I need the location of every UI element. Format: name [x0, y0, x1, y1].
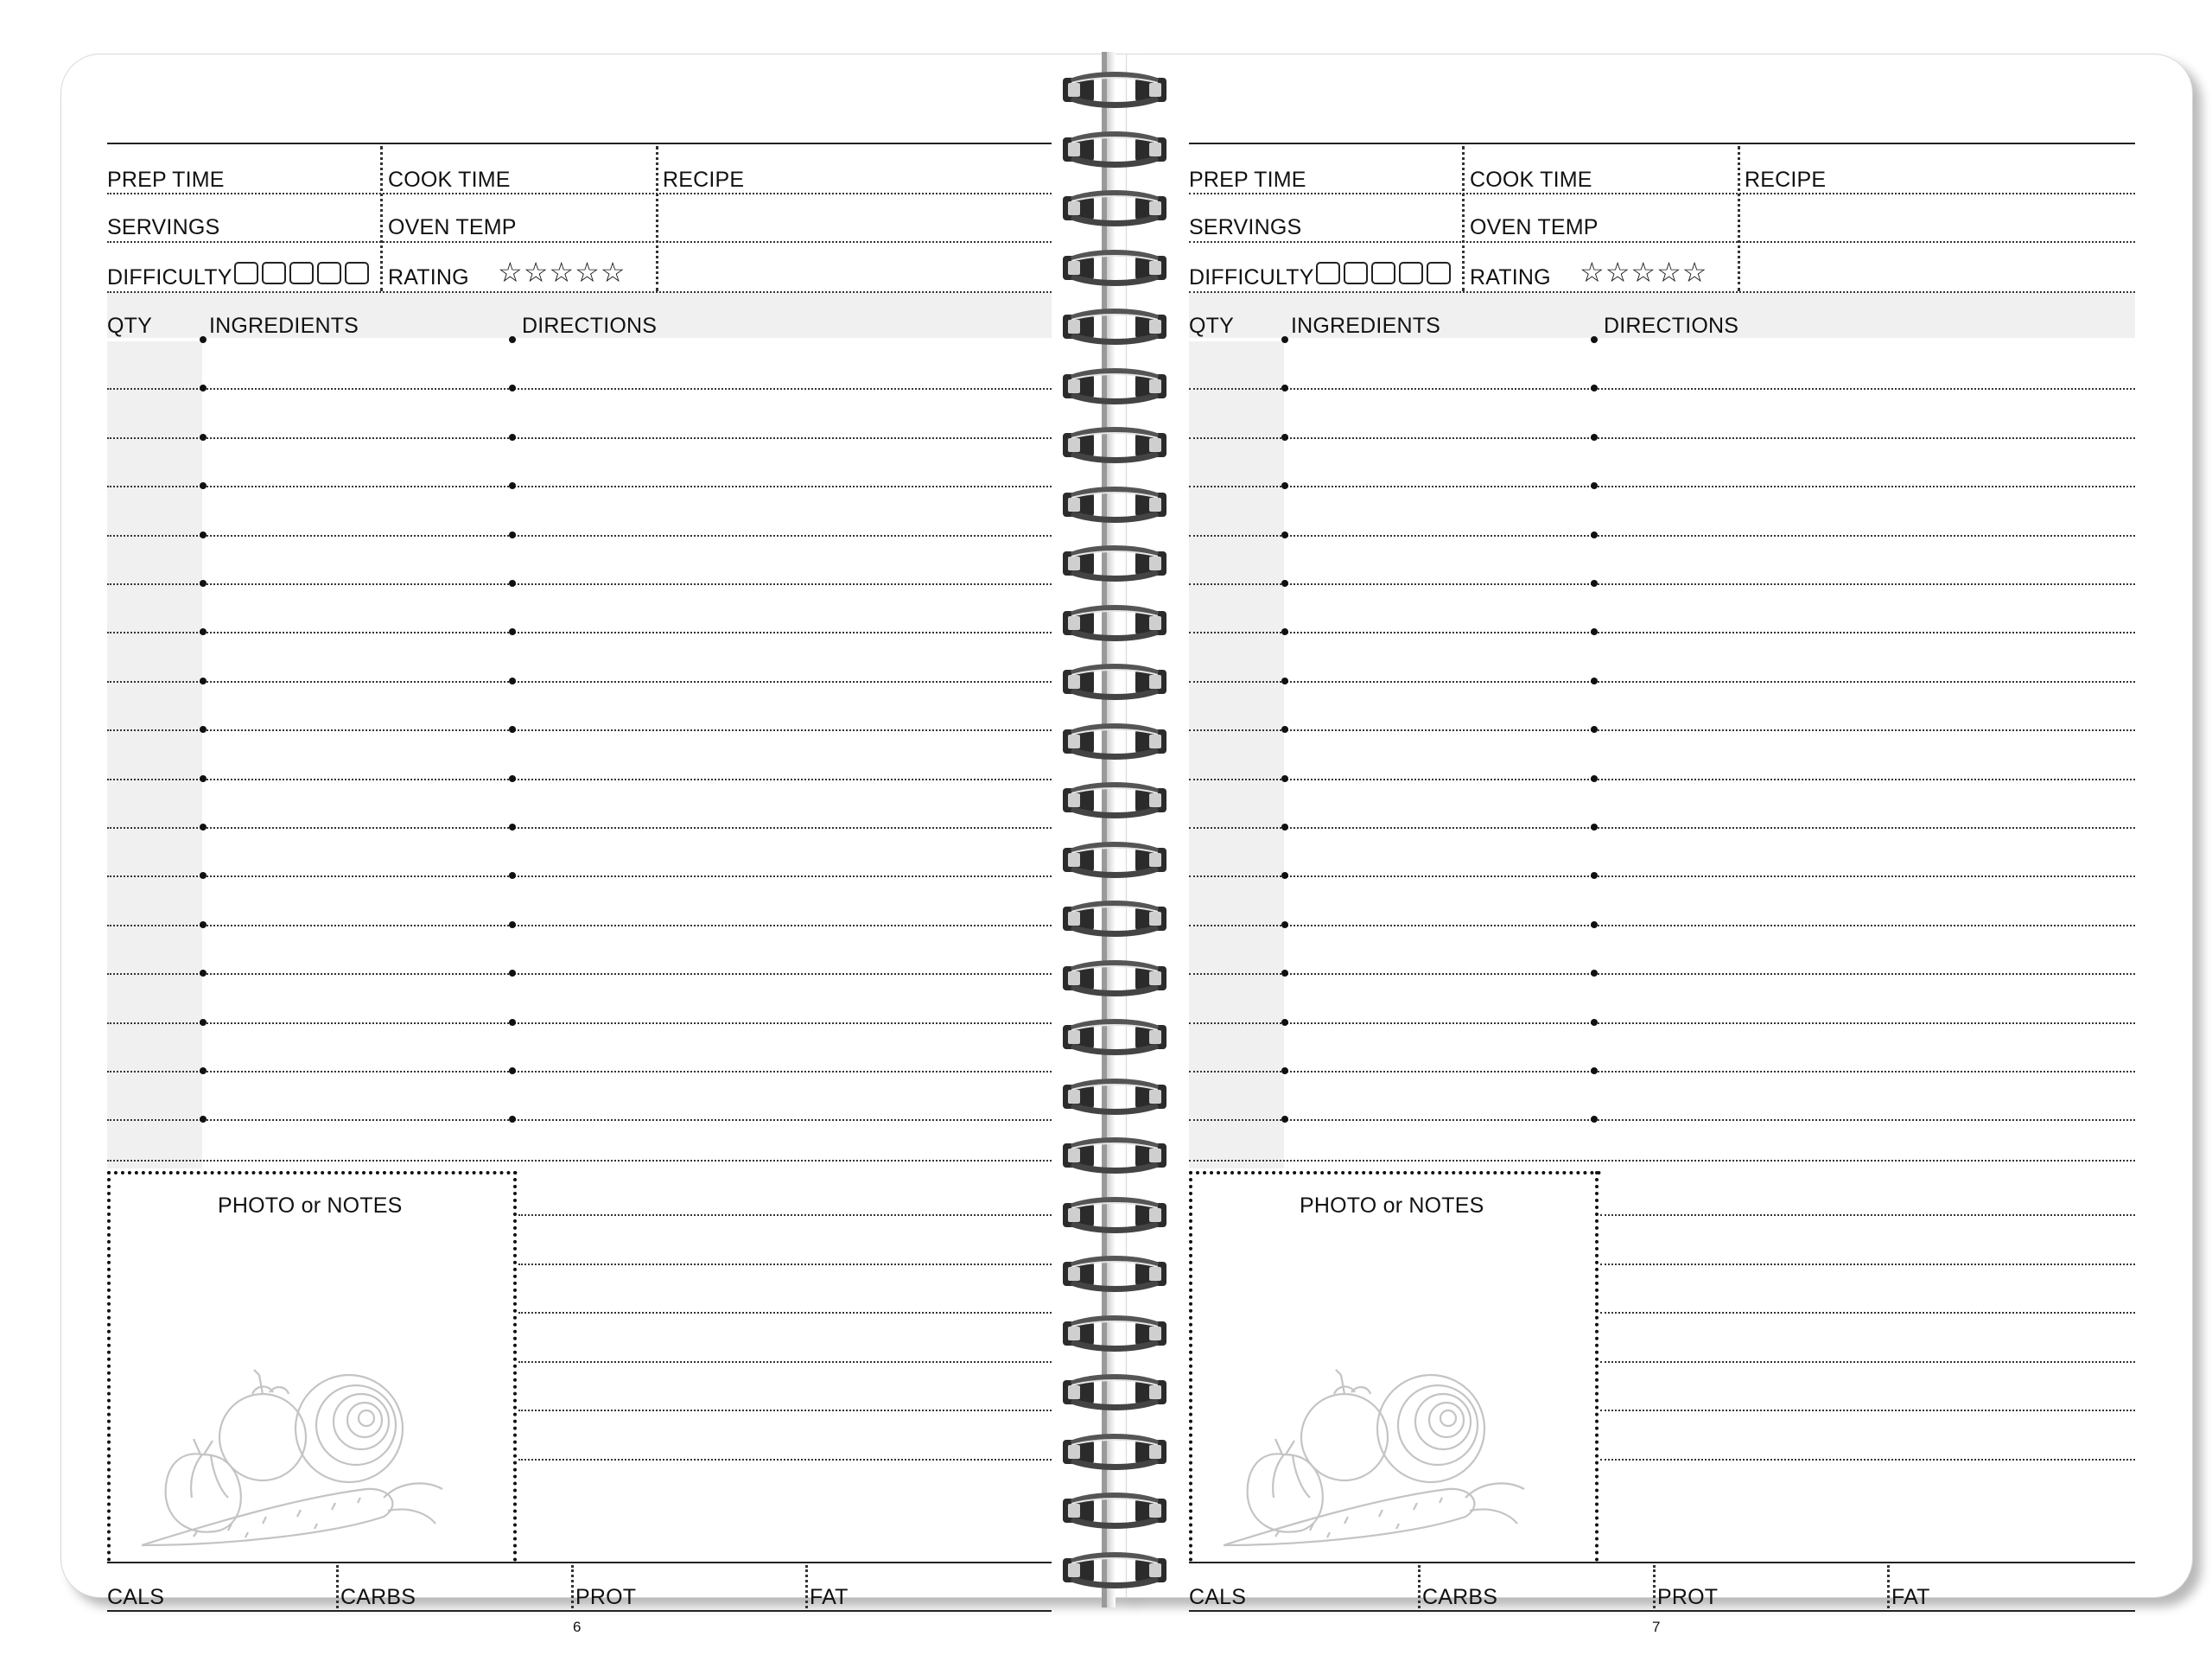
prep-time-label: PREP TIME — [107, 168, 225, 192]
ingredients-label: INGREDIENTS — [209, 314, 359, 338]
row-bullet — [509, 532, 516, 538]
rating-stars[interactable]: ☆☆☆☆☆ — [1580, 256, 1708, 289]
ingredient-row-line[interactable] — [107, 486, 1052, 487]
row-bullet — [1281, 970, 1288, 977]
ingredient-row-line[interactable] — [107, 388, 1052, 390]
left-page — [60, 54, 1128, 1635]
coil-loop — [1061, 486, 1168, 524]
notes-line[interactable] — [1600, 1264, 2135, 1265]
ingredient-row-line[interactable] — [107, 1071, 1052, 1073]
row-bullet — [1591, 434, 1598, 441]
prot-label: PROT — [575, 1585, 637, 1609]
spiral-binding — [1061, 0, 1168, 1655]
qty-label: QTY — [107, 314, 152, 338]
row-bullet — [1281, 824, 1288, 831]
row-bullet — [1591, 678, 1598, 684]
row-bullet — [509, 921, 516, 928]
rating-stars[interactable]: ☆☆☆☆☆ — [498, 256, 626, 289]
row-bullet — [200, 580, 207, 587]
difficulty-box[interactable] — [262, 262, 286, 284]
row-bullet — [200, 434, 207, 441]
row-bullet — [200, 921, 207, 928]
ingredient-row-line[interactable] — [107, 779, 1052, 780]
row-bullet — [1281, 336, 1288, 343]
rating-label: RATING — [1470, 265, 1551, 290]
row-bullet — [1591, 532, 1598, 538]
coil-loop — [1061, 426, 1168, 464]
divider — [1653, 1565, 1656, 1608]
notes-line[interactable] — [1600, 1214, 2135, 1216]
difficulty-box[interactable] — [1427, 262, 1451, 284]
row-bullet — [509, 580, 516, 587]
row-bullet — [200, 385, 207, 391]
photo-box-right — [513, 1171, 517, 1562]
ingredient-row-line[interactable] — [1189, 827, 2135, 829]
ingredient-row-line[interactable] — [107, 729, 1052, 731]
row-bullet — [200, 678, 207, 684]
row-line — [107, 291, 1052, 293]
row-bullet — [200, 824, 207, 831]
row-bullet — [509, 1019, 516, 1026]
ingredient-row-line[interactable] — [1189, 1160, 2135, 1162]
row-bullet — [1591, 970, 1598, 977]
notes-line[interactable] — [518, 1312, 1052, 1314]
nutrition-top-rule — [1189, 1562, 2135, 1563]
difficulty-box[interactable] — [1316, 262, 1340, 284]
photo-box-right — [1595, 1171, 1599, 1562]
notes-line[interactable] — [518, 1459, 1052, 1461]
row-bullet — [509, 434, 516, 441]
row-bullet — [1281, 385, 1288, 391]
fat-label: FAT — [810, 1585, 849, 1609]
ingredient-row-line[interactable] — [1189, 875, 2135, 877]
ingredient-row-line[interactable] — [107, 973, 1052, 975]
row-bullet — [1591, 1067, 1598, 1074]
row-bullet — [1281, 1116, 1288, 1123]
divider — [380, 146, 383, 291]
qty-column-band — [107, 341, 202, 1168]
recipe-form-right — [1189, 89, 2135, 1609]
row-bullet — [509, 970, 516, 977]
coil-loop — [1061, 1196, 1168, 1234]
row-bullet — [1591, 385, 1598, 391]
difficulty-box[interactable] — [234, 262, 258, 284]
ingredient-row-line[interactable] — [107, 681, 1052, 683]
vegetables-illustration — [142, 1368, 470, 1550]
photo-box-left — [1189, 1171, 1192, 1562]
coil-loop — [1061, 249, 1168, 287]
coil-loop — [1061, 189, 1168, 227]
ingredient-row-line[interactable] — [107, 1022, 1052, 1024]
row-bullet — [1281, 628, 1288, 635]
cook-time-label: COOK TIME — [388, 168, 511, 192]
row-bullet — [509, 775, 516, 782]
row-bullet — [509, 1116, 516, 1123]
divider — [1418, 1565, 1421, 1608]
ingredient-row-line[interactable] — [1189, 779, 2135, 780]
coil-loop — [1061, 1492, 1168, 1530]
coil-loop — [1061, 900, 1168, 938]
page-number: 6 — [573, 1619, 582, 1635]
row-bullet — [1281, 434, 1288, 441]
oven-temp-label: OVEN TEMP — [1470, 215, 1599, 239]
row-bullet — [200, 532, 207, 538]
row-bullet — [1591, 824, 1598, 831]
row-bullet — [509, 824, 516, 831]
ingredient-row-line[interactable] — [1189, 486, 2135, 487]
recipe-label: RECIPE — [663, 168, 745, 192]
coil-loop — [1061, 308, 1168, 346]
row-bullet — [509, 385, 516, 391]
row-bullet — [1281, 872, 1288, 879]
nutrition-bottom-rule — [1189, 1610, 2135, 1612]
row-bullet — [200, 336, 207, 343]
difficulty-boxes[interactable] — [1316, 262, 1451, 284]
row-bullet — [509, 678, 516, 684]
row-bullet — [200, 1019, 207, 1026]
ingredient-row-line[interactable] — [1189, 1022, 2135, 1024]
row-bullet — [1591, 628, 1598, 635]
notes-line[interactable] — [518, 1264, 1052, 1265]
photo-box-top — [1189, 1171, 1601, 1174]
right-page — [1126, 54, 2193, 1635]
cals-label: CALS — [1189, 1585, 1247, 1609]
row-bullet — [1591, 921, 1598, 928]
row-bullet — [200, 970, 207, 977]
notes-line[interactable] — [1600, 1312, 2135, 1314]
row-line — [107, 241, 1052, 243]
coil-loop — [1061, 1314, 1168, 1353]
directions-label: DIRECTIONS — [522, 314, 658, 338]
divider — [1887, 1565, 1890, 1608]
ingredient-row-line[interactable] — [1189, 925, 2135, 926]
row-bullet — [200, 1067, 207, 1074]
coil-loop — [1061, 71, 1168, 109]
top-rule — [107, 143, 1052, 144]
servings-label: SERVINGS — [107, 215, 220, 239]
difficulty-box[interactable] — [1371, 262, 1395, 284]
difficulty-box[interactable] — [1399, 262, 1423, 284]
row-bullet — [200, 628, 207, 635]
ingredient-row-line[interactable] — [1189, 535, 2135, 537]
ingredient-row-line[interactable] — [107, 827, 1052, 829]
difficulty-label: DIFFICULTY — [107, 265, 232, 290]
divider — [1738, 146, 1740, 291]
row-bullet — [1281, 580, 1288, 587]
coil-loop — [1061, 841, 1168, 879]
row-line — [1189, 241, 2135, 243]
row-bullet — [200, 726, 207, 733]
photo-box-left — [107, 1171, 111, 1562]
difficulty-box[interactable] — [317, 262, 341, 284]
notes-line[interactable] — [518, 1410, 1052, 1411]
oven-temp-label: OVEN TEMP — [388, 215, 517, 239]
qty-column-band — [1189, 341, 1284, 1168]
difficulty-box[interactable] — [1344, 262, 1368, 284]
ingredient-row-line[interactable] — [1189, 1119, 2135, 1121]
row-bullet — [1281, 921, 1288, 928]
directions-label: DIRECTIONS — [1604, 314, 1739, 338]
nutrition-top-rule — [107, 1562, 1052, 1563]
coil-loop — [1061, 130, 1168, 169]
row-bullet — [1591, 1019, 1598, 1026]
row-bullet — [1281, 482, 1288, 489]
page-number: 7 — [1652, 1619, 1661, 1635]
rating-label: RATING — [388, 265, 469, 290]
coil-loop — [1061, 367, 1168, 405]
ingredient-row-line[interactable] — [107, 875, 1052, 877]
coil-loop — [1061, 1255, 1168, 1293]
ingredient-row-line[interactable] — [107, 437, 1052, 439]
ingredient-row-line[interactable] — [107, 583, 1052, 585]
ingredient-row-line[interactable] — [107, 1160, 1052, 1162]
divider — [805, 1565, 808, 1608]
servings-label: SERVINGS — [1189, 215, 1302, 239]
nutrition-bottom-rule — [107, 1610, 1052, 1612]
notes-line[interactable] — [1600, 1459, 2135, 1461]
photo-notes-label: PHOTO or NOTES — [1300, 1194, 1484, 1218]
coil-loop — [1061, 959, 1168, 997]
carbs-label: CARBS — [340, 1585, 416, 1609]
row-line — [1189, 291, 2135, 293]
top-rule — [1189, 143, 2135, 144]
divider — [1462, 146, 1465, 291]
coil-loop — [1061, 1551, 1168, 1589]
coil-loop — [1061, 1078, 1168, 1116]
row-bullet — [1591, 482, 1598, 489]
ingredient-row-line[interactable] — [107, 535, 1052, 537]
divider — [656, 146, 658, 291]
cals-label: CALS — [107, 1585, 165, 1609]
difficulty-label: DIFFICULTY — [1189, 265, 1314, 290]
carbs-label: CARBS — [1422, 1585, 1498, 1609]
ingredient-row-line[interactable] — [1189, 973, 2135, 975]
row-bullet — [200, 872, 207, 879]
divider — [571, 1565, 574, 1608]
ingredient-row-line[interactable] — [1189, 632, 2135, 633]
row-bullet — [1281, 532, 1288, 538]
row-bullet — [509, 482, 516, 489]
notes-line[interactable] — [518, 1361, 1052, 1363]
difficulty-boxes[interactable] — [234, 262, 369, 284]
notes-line[interactable] — [1600, 1410, 2135, 1411]
ingredient-row-line[interactable] — [1189, 583, 2135, 585]
ingredient-row-line[interactable] — [1189, 437, 2135, 439]
row-bullet — [1281, 1067, 1288, 1074]
divider — [336, 1565, 339, 1608]
row-bullet — [1281, 678, 1288, 684]
difficulty-box[interactable] — [289, 262, 314, 284]
row-bullet — [1591, 580, 1598, 587]
row-line — [1189, 193, 2135, 194]
coil-loop — [1061, 781, 1168, 819]
coil-loop — [1061, 722, 1168, 761]
vegetables-illustration — [1224, 1368, 1552, 1550]
prep-time-label: PREP TIME — [1189, 168, 1306, 192]
ingredient-row-line[interactable] — [107, 925, 1052, 926]
row-bullet — [1591, 336, 1598, 343]
ingredient-row-line[interactable] — [107, 632, 1052, 633]
row-line — [107, 193, 1052, 194]
row-bullet — [1591, 775, 1598, 782]
row-bullet — [1591, 1116, 1598, 1123]
notes-line[interactable] — [518, 1214, 1052, 1216]
row-bullet — [509, 726, 516, 733]
row-bullet — [1281, 1019, 1288, 1026]
ingredient-row-line[interactable] — [107, 1119, 1052, 1121]
ingredients-label: INGREDIENTS — [1291, 314, 1441, 338]
photo-notes-label: PHOTO or NOTES — [218, 1194, 403, 1218]
difficulty-box[interactable] — [345, 262, 369, 284]
row-bullet — [1281, 775, 1288, 782]
row-bullet — [509, 1067, 516, 1074]
row-bullet — [509, 336, 516, 343]
coil-loop — [1061, 1433, 1168, 1471]
row-bullet — [509, 872, 516, 879]
recipe-form-left — [107, 89, 1052, 1609]
coil-loop — [1061, 663, 1168, 701]
row-bullet — [1591, 872, 1598, 879]
row-bullet — [200, 775, 207, 782]
coil-loop — [1061, 1136, 1168, 1174]
coil-loop — [1061, 1373, 1168, 1411]
notes-line[interactable] — [1600, 1361, 2135, 1363]
cook-time-label: COOK TIME — [1470, 168, 1592, 192]
qty-label: QTY — [1189, 314, 1234, 338]
recipe-label: RECIPE — [1745, 168, 1827, 192]
prot-label: PROT — [1657, 1585, 1719, 1609]
ingredient-row-line[interactable] — [1189, 681, 2135, 683]
ingredient-row-line[interactable] — [1189, 729, 2135, 731]
photo-box-top — [107, 1171, 518, 1174]
row-bullet — [200, 1116, 207, 1123]
row-bullet — [1591, 726, 1598, 733]
row-bullet — [200, 482, 207, 489]
coil-loop — [1061, 544, 1168, 582]
fat-label: FAT — [1891, 1585, 1930, 1609]
row-bullet — [509, 628, 516, 635]
ingredient-row-line[interactable] — [1189, 388, 2135, 390]
coil-loop — [1061, 604, 1168, 642]
ingredient-row-line[interactable] — [1189, 1071, 2135, 1073]
coil-loop — [1061, 1018, 1168, 1056]
row-bullet — [1281, 726, 1288, 733]
